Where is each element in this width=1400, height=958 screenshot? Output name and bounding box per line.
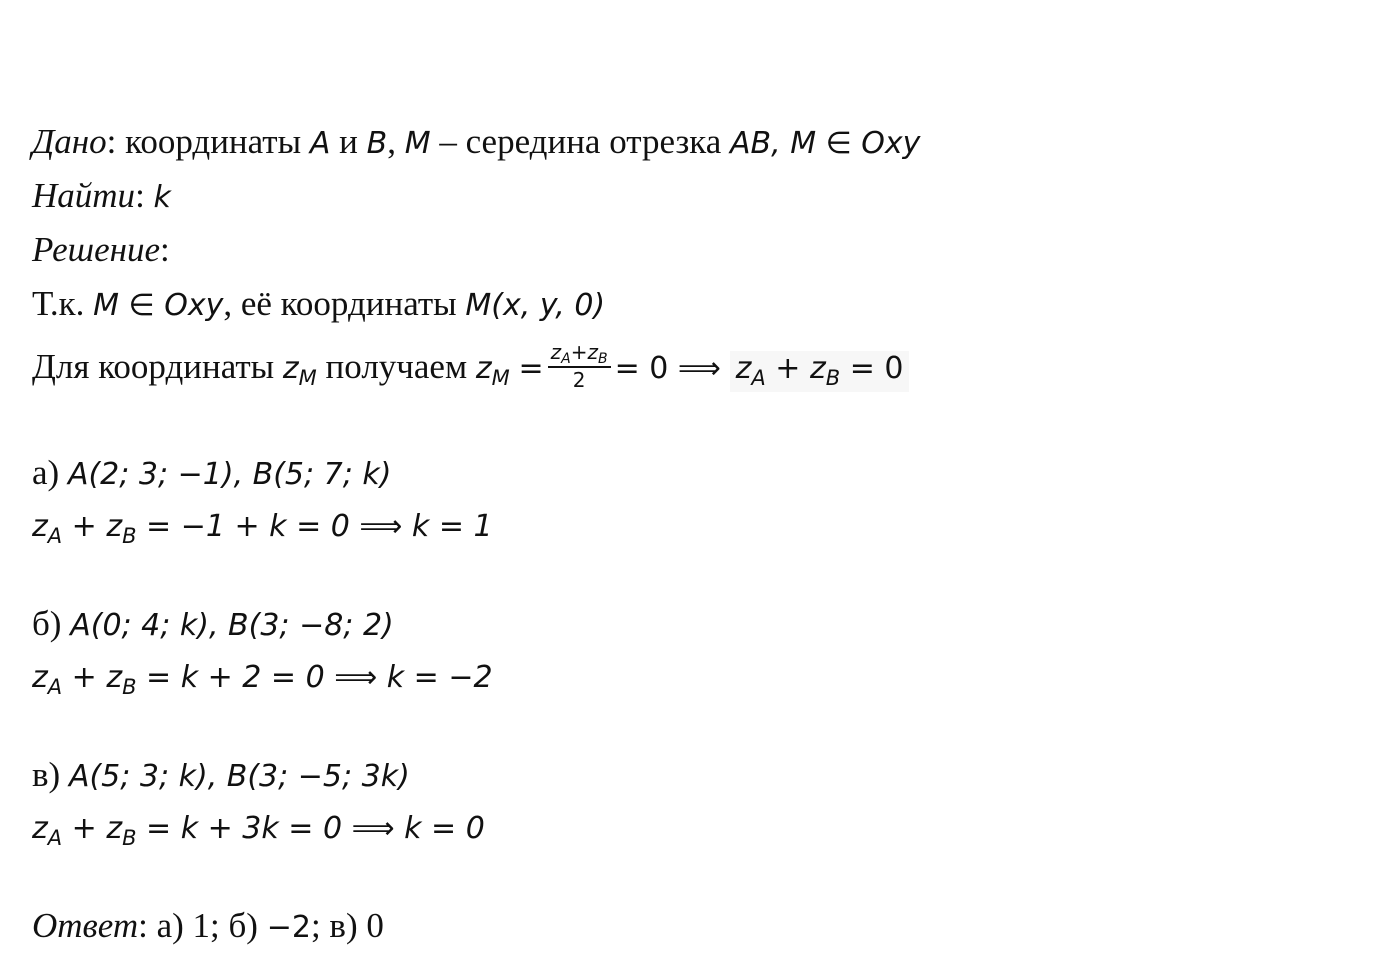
part-a-coords: A(2; 3; −1), B(5; 7; k) xyxy=(67,457,392,492)
and-word: и xyxy=(330,122,367,161)
find-var: k xyxy=(153,180,171,215)
solution-header xyxy=(32,230,170,270)
equals-sign: = xyxy=(518,351,544,387)
part-a-equation: $z_A + z_B = -1 + k = 0$ ⟹ k = 1 xyxy=(32,509,493,548)
highlighted-condition: $z_A + z_B = 0$ xyxy=(730,351,910,392)
zero-implies: = 0 ⟹ xyxy=(614,351,721,387)
comma: , xyxy=(387,122,405,161)
answer-text: : а) 1; б) xyxy=(138,906,267,945)
since-condition: M ∈ Oxy xyxy=(93,288,224,323)
obtain-text: получаем xyxy=(316,347,476,387)
fraction-numerator: $z_A+z_B$ xyxy=(548,340,611,368)
z-m: $z_M$ xyxy=(282,351,317,391)
given-text: : координаты xyxy=(106,122,310,161)
answer-negative: −2 xyxy=(266,910,311,945)
answer-label: Ответ xyxy=(32,906,139,945)
part-b-points xyxy=(32,604,394,646)
part-a-label: а) xyxy=(32,453,68,492)
answer-line xyxy=(32,906,384,948)
solution-colon: : xyxy=(160,230,170,269)
part-c-label: в) xyxy=(32,755,69,794)
z-m-lhs: $z_M$ xyxy=(475,351,510,391)
midpoint-text: – середина отрезка xyxy=(430,122,731,161)
since-line xyxy=(32,284,605,326)
part-c-coords: A(5; 3; k), B(3; −5; 3k) xyxy=(68,759,410,794)
answer-text-end: ; в) 0 xyxy=(310,906,384,945)
segment-condition: AB, M ∈ Oxy xyxy=(730,126,921,161)
given-line xyxy=(32,122,920,164)
given-label: Дано xyxy=(32,122,107,161)
find-colon: : xyxy=(135,176,154,215)
part-c-solution xyxy=(32,807,485,849)
fraction-denominator: 2 xyxy=(572,368,586,392)
part-b-label: б) xyxy=(32,604,71,643)
part-b-solution xyxy=(32,656,493,698)
point-b: B xyxy=(366,126,388,161)
coords-text: , её координаты xyxy=(223,284,466,323)
point-m: M xyxy=(404,126,431,161)
part-a-points xyxy=(32,453,391,495)
point-a: A xyxy=(309,126,331,161)
z-coordinate-line xyxy=(32,340,909,396)
midpoint-fraction xyxy=(548,340,611,392)
find-label: Найти xyxy=(32,176,136,215)
part-c-equation: $z_A + z_B = k + 3k = 0$ ⟹ k = 0 xyxy=(32,811,485,850)
part-b-equation: $z_A + z_B = k + 2 = 0$ ⟹ k = −2 xyxy=(32,660,493,699)
part-b-coords: A(0; 4; k), B(3; −8; 2) xyxy=(70,608,394,643)
since-text: Т.к. xyxy=(32,284,94,323)
solution-label: Решение xyxy=(32,230,161,269)
part-a-solution xyxy=(32,505,493,547)
part-c-points xyxy=(32,755,410,797)
m-coords: M(x, y, 0) xyxy=(465,288,606,323)
z-line-text: Для координаты xyxy=(32,347,283,387)
find-line xyxy=(32,176,171,218)
